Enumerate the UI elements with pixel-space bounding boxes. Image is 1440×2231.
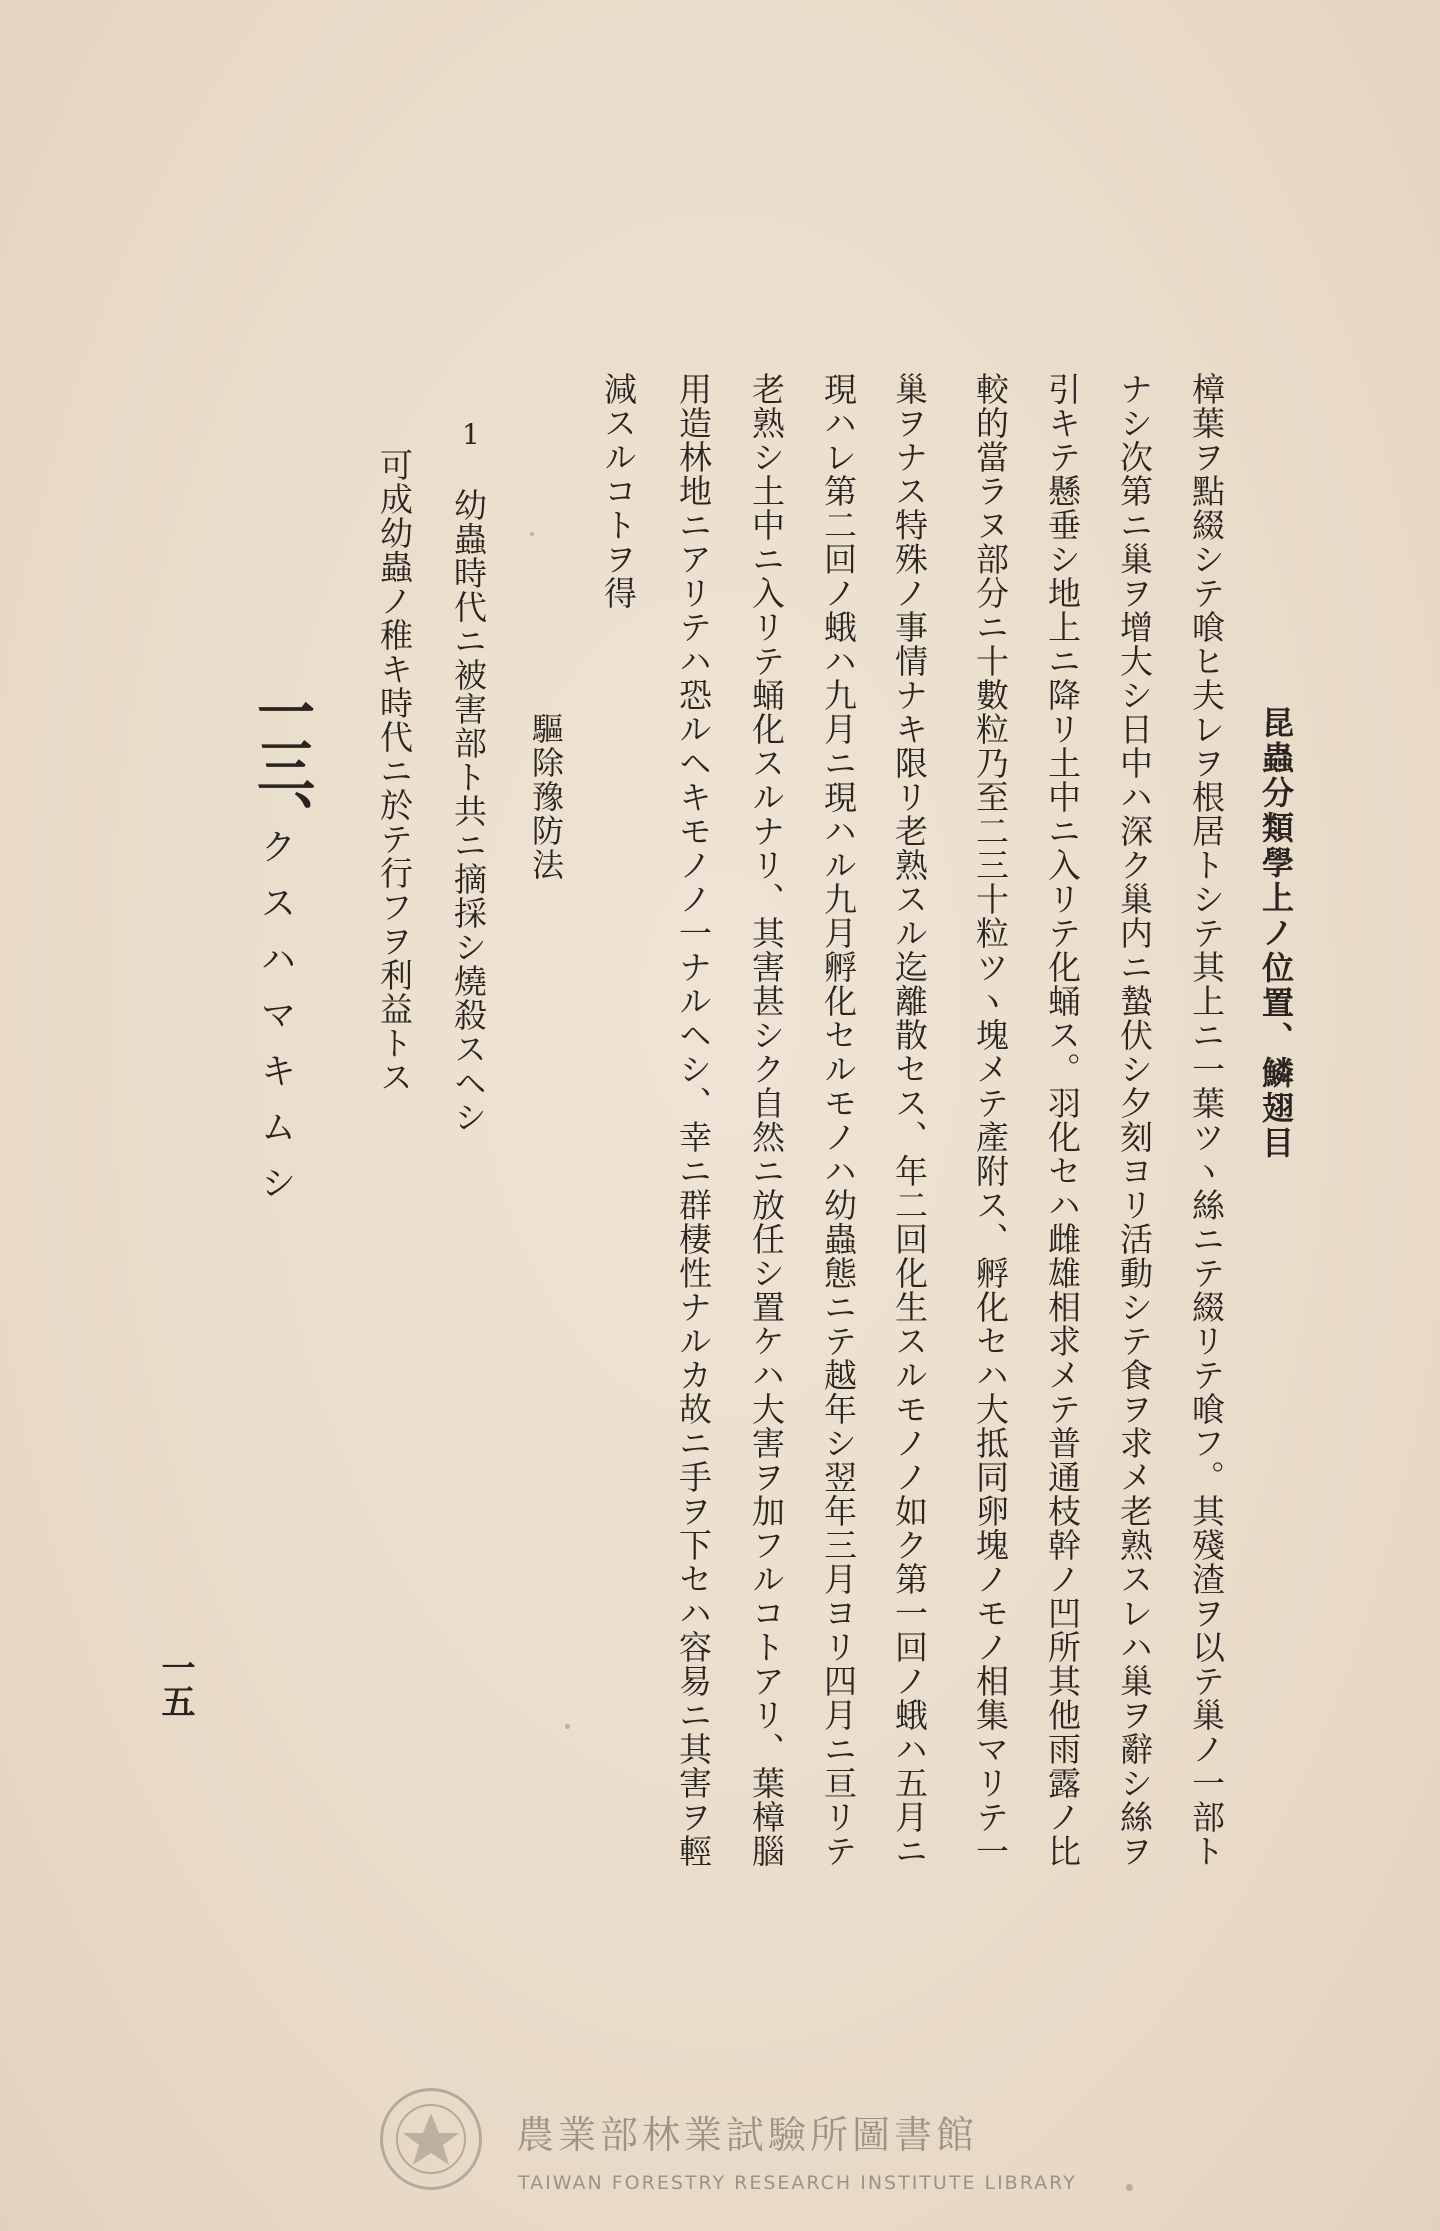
method-heading: 驅除豫防法 — [527, 712, 565, 882]
body-column-1: 樟葉ヲ點綴シテ喰ヒ夫レヲ根居トシテ其上ニ一葉ツヽ絲ニテ綴リテ喰フ。其殘渣ヲ以テ巢ノ一部ト — [1187, 372, 1226, 1868]
body-column-4: 較的當ラヌ部分ニ十數粒乃至二三十粒ツヽ塊メテ產附ス、孵化セハ大抵同卵塊ノモノ相集マリテ一 — [971, 372, 1010, 1868]
section-number: 一三、 — [247, 682, 315, 844]
paper-speck — [530, 532, 534, 536]
library-name-en: TAIWAN FORESTRY RESEARCH INSTITUTE LIBRARY — [518, 2172, 1077, 2194]
body-column-5: 巢ヲナス特殊ノ事情ナキ限リ老熟スル迄離散セス、年二回化生スルモノノ如ク第一回ノ蛾ハ五月ニ — [890, 372, 929, 1868]
section-title: クスハマキムシ — [255, 828, 296, 1220]
paper-speck — [565, 1724, 570, 1729]
page-number: 一五 — [155, 1650, 195, 1718]
list-item-line-1: 幼蟲時代ニ被害部ト共ニ摘採シ燒殺スヘシ — [449, 488, 488, 1134]
body-column-8: 用造林地ニアリテハ恐ルヘキモノノ一ナルヘシ、幸ニ群棲性ナルカ故ニ手ヲ下セハ容易ニ其害ヲ輕 — [674, 372, 713, 1868]
body-column-6: 現ハレ第二回ノ蛾ハ九月ニ現ハル九月孵化セルモノハ幼蟲態ニテ越年シ翌年三月ヨリ四月ニ亘リテ — [819, 372, 858, 1868]
body-column-7: 老熟シ土中ニ入リテ蛹化スルナリ、其害甚シク自然ニ放任シ置ケハ大害ヲ加フルコトアリ、葉樟腦 — [747, 372, 786, 1868]
library-seal-icon — [380, 2088, 482, 2190]
list-number: 1 — [462, 418, 480, 451]
body-column-9: 減スルコトヲ得 — [599, 372, 638, 610]
paper-speck — [1126, 2184, 1133, 2191]
body-column-2: ナシ次第ニ巢ヲ增大シ日中ハ深ク巢内ニ蟄伏シ夕刻ヨリ活動シテ食ヲ求メ老熟スレハ巢ヲ辭シ絲ヲ — [1115, 372, 1154, 1868]
classification-heading: 昆蟲分類學上ノ位置、鱗翅目 — [1257, 706, 1295, 1161]
library-name-zh: 農業部林業試驗所圖書館 — [516, 2113, 979, 2157]
list-item-line-2: 可成幼蟲ノ稚キ時代ニ於テ行フヲ利益トス — [375, 448, 414, 1094]
body-column-3: 引キテ懸垂シ地上ニ降リ土中ニ入リテ化蛹ス。羽化セハ雌雄相求メテ普通枝幹ノ凹所其他雨露ノ比 — [1043, 372, 1082, 1868]
